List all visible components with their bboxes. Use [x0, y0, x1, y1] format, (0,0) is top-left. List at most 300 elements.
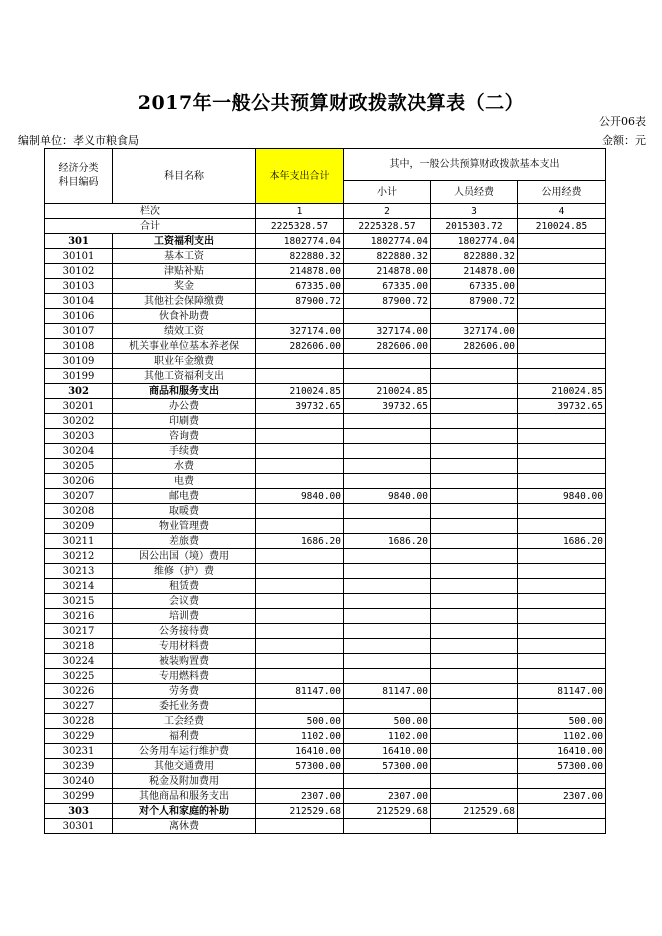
cell-personnel: [431, 519, 518, 534]
cell-subtotal: 87900.72: [344, 294, 431, 309]
cell-personnel: [431, 594, 518, 609]
cell-name: 商品和服务支出: [113, 384, 256, 399]
cell-total: 2307.00: [256, 789, 344, 804]
cell-public: [518, 369, 606, 384]
table-row: [45, 609, 606, 624]
cell-name: 绩效工资: [113, 324, 256, 339]
cell-subtotal: 282606.00: [344, 339, 431, 354]
cell-name: 机关事业单位基本养老保: [113, 339, 256, 354]
table-row: [45, 759, 606, 774]
cell-code: 301: [45, 234, 113, 249]
cell-public: [518, 429, 606, 444]
budget-table: [44, 148, 606, 834]
table-row: [45, 309, 606, 324]
cell-subtotal: [344, 519, 431, 534]
cell-name: 津贴补贴: [113, 264, 256, 279]
cell-public: [518, 264, 606, 279]
cell-subtotal: [344, 444, 431, 459]
sum-row: [45, 219, 606, 234]
cell-public: [518, 564, 606, 579]
cell-subtotal: 327174.00: [344, 324, 431, 339]
cell-total: [256, 309, 344, 324]
table-row: [45, 819, 606, 834]
header-group: 其中，一般公共预算财政拨款基本支出: [344, 149, 606, 181]
cell-subtotal: [344, 504, 431, 519]
cell-personnel: [431, 534, 518, 549]
sum-subtotal: 2225328.57: [344, 219, 431, 234]
cell-public: [518, 279, 606, 294]
cell-personnel: 212529.68: [431, 804, 518, 819]
cell-total: [256, 474, 344, 489]
cell-personnel: [431, 354, 518, 369]
cell-public: [518, 774, 606, 789]
table-row: [45, 234, 606, 249]
index-c1: 1: [256, 204, 344, 219]
cell-total: [256, 609, 344, 624]
table-row: [45, 639, 606, 654]
table-row: [45, 744, 606, 759]
cell-code: 30224: [45, 654, 113, 669]
cell-total: [256, 624, 344, 639]
cell-subtotal: 822880.32: [344, 249, 431, 264]
page-title: 2017年一般公共预算财政拨款决算表（二）: [137, 92, 525, 114]
table-row: [45, 729, 606, 744]
cell-code: 30215: [45, 594, 113, 609]
cell-name: 公务接待费: [113, 624, 256, 639]
cell-public: [518, 414, 606, 429]
cell-total: 822880.32: [256, 249, 344, 264]
cell-total: 1802774.04: [256, 234, 344, 249]
cell-public: 39732.65: [518, 399, 606, 414]
cell-subtotal: [344, 369, 431, 384]
cell-public: [518, 474, 606, 489]
cell-subtotal: [344, 624, 431, 639]
cell-name: 奖金: [113, 279, 256, 294]
cell-public: 57300.00: [518, 759, 606, 774]
cell-subtotal: 39732.65: [344, 399, 431, 414]
cell-total: [256, 564, 344, 579]
cell-name: 伙食补助费: [113, 309, 256, 324]
cell-code: 30226: [45, 684, 113, 699]
header-public: 公用经费: [518, 181, 606, 204]
cell-public: [518, 594, 606, 609]
cell-name: 水费: [113, 459, 256, 474]
cell-total: 1686.20: [256, 534, 344, 549]
cell-personnel: 67335.00: [431, 279, 518, 294]
cell-total: 210024.85: [256, 384, 344, 399]
cell-public: [518, 519, 606, 534]
cell-subtotal: 81147.00: [344, 684, 431, 699]
index-c3: 3: [431, 204, 518, 219]
cell-personnel: [431, 489, 518, 504]
cell-subtotal: [344, 354, 431, 369]
cell-code: 30299: [45, 789, 113, 804]
table-row: [45, 489, 606, 504]
cell-total: [256, 354, 344, 369]
cell-public: 500.00: [518, 714, 606, 729]
cell-code: 30206: [45, 474, 113, 489]
sum-total: 2225328.57: [256, 219, 344, 234]
table-row: [45, 594, 606, 609]
cell-code: 30106: [45, 309, 113, 324]
cell-public: [518, 444, 606, 459]
cell-personnel: 282606.00: [431, 339, 518, 354]
cell-name: 印刷费: [113, 414, 256, 429]
cell-code: 30103: [45, 279, 113, 294]
cell-public: 2307.00: [518, 789, 606, 804]
cell-code: 303: [45, 804, 113, 819]
cell-personnel: [431, 579, 518, 594]
cell-name: 专用材料费: [113, 639, 256, 654]
cell-personnel: [431, 744, 518, 759]
cell-total: [256, 519, 344, 534]
table-row: [45, 579, 606, 594]
cell-total: 500.00: [256, 714, 344, 729]
cell-code: 30231: [45, 744, 113, 759]
cell-personnel: [431, 759, 518, 774]
cell-name: 福利费: [113, 729, 256, 744]
cell-personnel: [431, 399, 518, 414]
cell-personnel: [431, 714, 518, 729]
cell-subtotal: 67335.00: [344, 279, 431, 294]
table-row: [45, 654, 606, 669]
header-subtotal: 小计: [344, 181, 431, 204]
cell-subtotal: [344, 549, 431, 564]
cell-total: [256, 819, 344, 834]
table-row: [45, 549, 606, 564]
cell-total: [256, 654, 344, 669]
cell-subtotal: [344, 474, 431, 489]
cell-public: 81147.00: [518, 684, 606, 699]
cell-total: 212529.68: [256, 804, 344, 819]
cell-name: 离休费: [113, 819, 256, 834]
cell-total: [256, 549, 344, 564]
compiling-unit: 编制单位：孝义市粮食局: [18, 134, 139, 147]
cell-total: 282606.00: [256, 339, 344, 354]
cell-subtotal: 1102.00: [344, 729, 431, 744]
index-c4: 4: [518, 204, 606, 219]
cell-total: 1102.00: [256, 729, 344, 744]
cell-name: 职业年金缴费: [113, 354, 256, 369]
cell-public: 1102.00: [518, 729, 606, 744]
cell-name: 取暖费: [113, 504, 256, 519]
header-name: 科目名称: [113, 149, 256, 204]
cell-code: 30107: [45, 324, 113, 339]
table-row: [45, 684, 606, 699]
header-code: 经济分类 科目编码: [45, 149, 113, 204]
cell-code: 30227: [45, 699, 113, 714]
cell-public: [518, 654, 606, 669]
cell-personnel: [431, 564, 518, 579]
cell-name: 培训费: [113, 609, 256, 624]
cell-total: [256, 369, 344, 384]
cell-personnel: [431, 444, 518, 459]
cell-subtotal: 16410.00: [344, 744, 431, 759]
cell-name: 基本工资: [113, 249, 256, 264]
cell-code: 30204: [45, 444, 113, 459]
cell-name: 其他交通费用: [113, 759, 256, 774]
cell-public: [518, 354, 606, 369]
cell-personnel: [431, 729, 518, 744]
table-row: [45, 384, 606, 399]
table-row: [45, 249, 606, 264]
table-row: [45, 519, 606, 534]
cell-total: 39732.65: [256, 399, 344, 414]
cell-total: [256, 639, 344, 654]
cell-subtotal: 57300.00: [344, 759, 431, 774]
cell-public: [518, 294, 606, 309]
cell-total: [256, 594, 344, 609]
cell-name: 其他工资福利支出: [113, 369, 256, 384]
sum-public: 210024.85: [518, 219, 606, 234]
cell-code: 30104: [45, 294, 113, 309]
cell-name: 电费: [113, 474, 256, 489]
cell-code: 30109: [45, 354, 113, 369]
cell-code: 30217: [45, 624, 113, 639]
cell-name: 委托业务费: [113, 699, 256, 714]
cell-name: 税金及附加费用: [113, 774, 256, 789]
cell-subtotal: [344, 309, 431, 324]
cell-subtotal: [344, 564, 431, 579]
cell-total: [256, 579, 344, 594]
cell-total: 87900.72: [256, 294, 344, 309]
cell-subtotal: [344, 819, 431, 834]
cell-subtotal: 214878.00: [344, 264, 431, 279]
cell-code: 30214: [45, 579, 113, 594]
cell-subtotal: [344, 594, 431, 609]
cell-personnel: [431, 474, 518, 489]
cell-code: 30211: [45, 534, 113, 549]
cell-personnel: [431, 789, 518, 804]
cell-personnel: [431, 549, 518, 564]
cell-total: [256, 504, 344, 519]
cell-name: 会议费: [113, 594, 256, 609]
cell-personnel: [431, 309, 518, 324]
cell-public: [518, 549, 606, 564]
cell-name: 因公出国（境）费用: [113, 549, 256, 564]
cell-public: [518, 804, 606, 819]
cell-subtotal: 1802774.04: [344, 234, 431, 249]
cell-public: [518, 579, 606, 594]
cell-code: 30202: [45, 414, 113, 429]
cell-name: 被装购置费: [113, 654, 256, 669]
table-row: [45, 294, 606, 309]
cell-public: [518, 324, 606, 339]
cell-code: 30209: [45, 519, 113, 534]
cell-personnel: [431, 609, 518, 624]
cell-name: 办公费: [113, 399, 256, 414]
cell-personnel: [431, 459, 518, 474]
cell-name: 专用燃料费: [113, 669, 256, 684]
cell-name: 对个人和家庭的补助: [113, 804, 256, 819]
cell-code: 30213: [45, 564, 113, 579]
cell-name: 其他商品和服务支出: [113, 789, 256, 804]
table-row: [45, 369, 606, 384]
table-row: [45, 714, 606, 729]
cell-subtotal: [344, 609, 431, 624]
cell-code: 30101: [45, 249, 113, 264]
table-row: [45, 669, 606, 684]
cell-subtotal: [344, 459, 431, 474]
index-row: [45, 204, 606, 219]
cell-public: [518, 699, 606, 714]
cell-subtotal: [344, 699, 431, 714]
cell-subtotal: [344, 579, 431, 594]
cell-name: 公务用车运行维护费: [113, 744, 256, 759]
cell-total: [256, 774, 344, 789]
table-row: [45, 399, 606, 414]
table-row: [45, 459, 606, 474]
cell-subtotal: 9840.00: [344, 489, 431, 504]
cell-total: 9840.00: [256, 489, 344, 504]
cell-total: [256, 414, 344, 429]
cell-code: 30218: [45, 639, 113, 654]
cell-name: 劳务费: [113, 684, 256, 699]
cell-code: 30199: [45, 369, 113, 384]
table-row: [45, 474, 606, 489]
cell-public: [518, 639, 606, 654]
cell-code: 30102: [45, 264, 113, 279]
table-row: [45, 789, 606, 804]
cell-total: 16410.00: [256, 744, 344, 759]
cell-personnel: [431, 504, 518, 519]
cell-subtotal: 212529.68: [344, 804, 431, 819]
cell-code: 30208: [45, 504, 113, 519]
cell-subtotal: 1686.20: [344, 534, 431, 549]
cell-personnel: [431, 684, 518, 699]
cell-total: [256, 459, 344, 474]
cell-code: 30229: [45, 729, 113, 744]
cell-total: 214878.00: [256, 264, 344, 279]
cell-name: 物业管理费: [113, 519, 256, 534]
table-row: [45, 264, 606, 279]
header-personnel: 人员经费: [431, 181, 518, 204]
table-row: [45, 339, 606, 354]
cell-public: 9840.00: [518, 489, 606, 504]
cell-total: 67335.00: [256, 279, 344, 294]
cell-name: 邮电费: [113, 489, 256, 504]
cell-personnel: [431, 669, 518, 684]
cell-public: 210024.85: [518, 384, 606, 399]
cell-subtotal: [344, 414, 431, 429]
form-number: 公开06表: [599, 115, 646, 128]
sum-label: 合计: [45, 219, 256, 234]
cell-public: [518, 669, 606, 684]
cell-total: 327174.00: [256, 324, 344, 339]
table-row: [45, 414, 606, 429]
table-row: [45, 804, 606, 819]
cell-public: [518, 234, 606, 249]
index-label: 栏次: [45, 204, 256, 219]
cell-total: 81147.00: [256, 684, 344, 699]
cell-subtotal: [344, 669, 431, 684]
cell-name: 工会经费: [113, 714, 256, 729]
cell-code: 30203: [45, 429, 113, 444]
cell-personnel: 1802774.04: [431, 234, 518, 249]
table-row: [45, 564, 606, 579]
cell-personnel: [431, 414, 518, 429]
table-row: [45, 354, 606, 369]
cell-subtotal: 210024.85: [344, 384, 431, 399]
cell-personnel: 822880.32: [431, 249, 518, 264]
cell-public: 16410.00: [518, 744, 606, 759]
cell-subtotal: [344, 639, 431, 654]
amount-unit: 金额：元: [602, 134, 646, 147]
table-row: [45, 699, 606, 714]
cell-subtotal: 500.00: [344, 714, 431, 729]
table-row: [45, 504, 606, 519]
table-row: [45, 279, 606, 294]
cell-code: 30212: [45, 549, 113, 564]
table-row: [45, 444, 606, 459]
cell-personnel: [431, 384, 518, 399]
cell-personnel: [431, 429, 518, 444]
cell-public: [518, 339, 606, 354]
cell-subtotal: [344, 654, 431, 669]
cell-code: 30225: [45, 669, 113, 684]
cell-name: 手续费: [113, 444, 256, 459]
cell-code: 30201: [45, 399, 113, 414]
cell-public: [518, 459, 606, 474]
table-row: [45, 324, 606, 339]
cell-name: 差旅费: [113, 534, 256, 549]
table-row: [45, 534, 606, 549]
cell-subtotal: [344, 774, 431, 789]
cell-total: [256, 669, 344, 684]
cell-subtotal: [344, 429, 431, 444]
cell-code: 30205: [45, 459, 113, 474]
cell-code: 30207: [45, 489, 113, 504]
cell-name: 维修（护）费: [113, 564, 256, 579]
cell-code: 30301: [45, 819, 113, 834]
cell-personnel: 214878.00: [431, 264, 518, 279]
cell-name: 咨询费: [113, 429, 256, 444]
cell-total: [256, 699, 344, 714]
cell-personnel: [431, 774, 518, 789]
index-c2: 2: [344, 204, 431, 219]
cell-public: [518, 504, 606, 519]
cell-name: 租赁费: [113, 579, 256, 594]
cell-total: [256, 429, 344, 444]
cell-code: 30239: [45, 759, 113, 774]
cell-total: [256, 444, 344, 459]
cell-public: 1686.20: [518, 534, 606, 549]
cell-total: 57300.00: [256, 759, 344, 774]
cell-name: 工资福利支出: [113, 234, 256, 249]
cell-personnel: [431, 699, 518, 714]
cell-personnel: [431, 369, 518, 384]
cell-personnel: [431, 654, 518, 669]
cell-code: 302: [45, 384, 113, 399]
cell-subtotal: 2307.00: [344, 789, 431, 804]
cell-code: 30108: [45, 339, 113, 354]
cell-personnel: 327174.00: [431, 324, 518, 339]
header-total: 本年支出合计: [256, 149, 344, 204]
cell-public: [518, 609, 606, 624]
cell-personnel: 87900.72: [431, 294, 518, 309]
cell-name: 其他社会保障缴费: [113, 294, 256, 309]
cell-personnel: [431, 819, 518, 834]
cell-public: [518, 819, 606, 834]
cell-personnel: [431, 639, 518, 654]
sum-personnel: 2015303.72: [431, 219, 518, 234]
table-row: [45, 429, 606, 444]
cell-public: [518, 624, 606, 639]
cell-code: 30228: [45, 714, 113, 729]
table-row: [45, 774, 606, 789]
cell-code: 30216: [45, 609, 113, 624]
table-row: [45, 624, 606, 639]
